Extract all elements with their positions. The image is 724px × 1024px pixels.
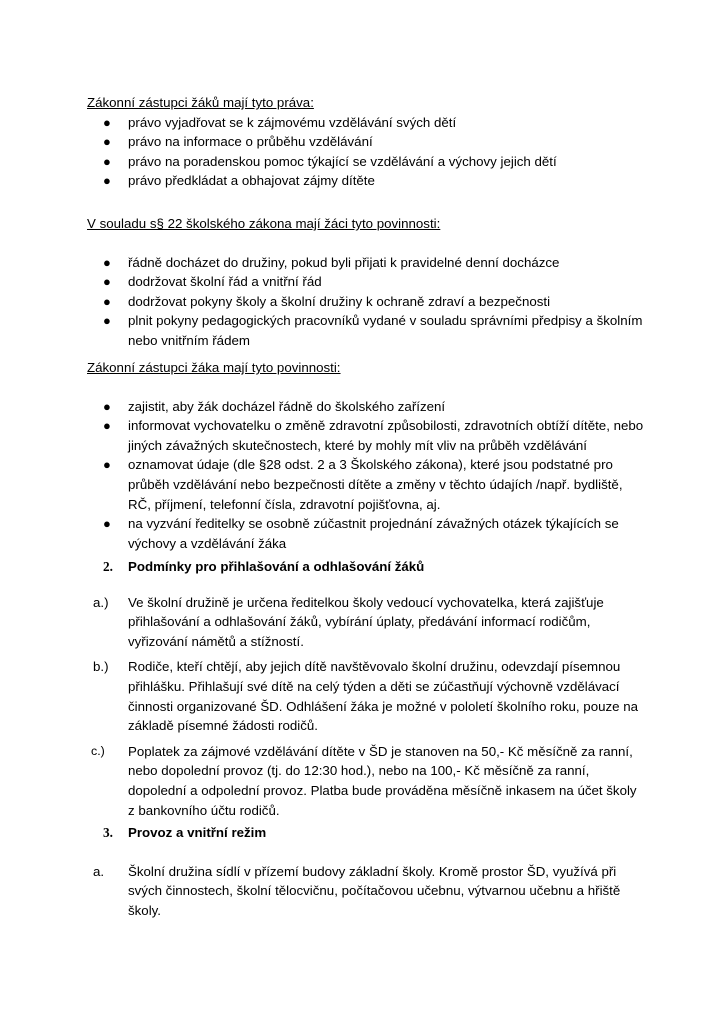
item-marker: a. bbox=[93, 863, 105, 879]
bullet-icon: ● bbox=[103, 114, 111, 130]
pupil-duties-list bbox=[87, 253, 644, 351]
section-2-list bbox=[87, 593, 644, 821]
list-item: ● plnit pokyny pedagogických pracovníků vydané v souladu správními předpisy a školním nebo vnitřním řádem bbox=[103, 313, 643, 348]
list-item: ● řádně docházet do družiny, pokud byli přijati k pravidelné denní docházce bbox=[87, 253, 644, 273]
list-item: a.) Ve školní družině je určena ředitelkou školy vedoucí vychovatelka, která zajišťuje přihlašování a odhlašování žáků, vybírání úplaty, předávání informací rodičům, vyřizování námětů a stížností. bbox=[93, 594, 604, 649]
list-item: ● na vyzvání ředitelky se osobně zúčastnit projednání závažných otázek týkajících se výchovy a vzdělávání žáka bbox=[103, 516, 619, 551]
bullet-icon: ● bbox=[103, 418, 111, 434]
list-item: b.) Rodiče, kteří chtějí, aby jejich dítě navštěvovalo školní družinu, odevzdají písemnou přihlášku. Přihlašují své dítě na celý týden a děti se zúčastňují výchovně vzdělávací činnosti organizované ŠD. Odhlášení žáka je možné v pololetí školního roku, pouze na základě písemné žádosti rodičů. bbox=[93, 659, 639, 734]
list-item: ● právo na poradenskou pomoc týkající se vzdělávání a výchovy jejich dětí bbox=[87, 152, 644, 172]
guardian-duties-list bbox=[87, 397, 644, 554]
section-2 bbox=[87, 557, 644, 826]
bullet-icon: ● bbox=[103, 274, 111, 290]
list-item: ● zajistit, aby žák docházel řádně do školského zařízení bbox=[87, 397, 644, 417]
list-item: ● informovat vychovatelku o změně zdravotní způsobilosti, zdravotních obtíží dítěte, nebo jiných závažných skutečnostech, které by mohly mít vliv na průběh vzdělávání bbox=[103, 418, 644, 453]
bullet-icon: ● bbox=[103, 313, 111, 329]
guardian-duties-section bbox=[87, 358, 644, 553]
bullet-icon: ● bbox=[103, 134, 111, 150]
section-2-title: 2. Podmínky pro přihlašování a odhlašování žáků bbox=[87, 557, 644, 577]
section-3 bbox=[87, 823, 644, 926]
list-item: ● dodržovat pokyny školy a školní družiny k ochraně zdraví a bezpečnosti bbox=[87, 292, 644, 312]
guardian-rights-list bbox=[87, 113, 644, 191]
list-item: ● právo na informace o průběhu vzdělávání bbox=[87, 132, 644, 152]
bullet-icon: ● bbox=[103, 457, 111, 473]
bullet-icon: ● bbox=[103, 293, 111, 309]
section-3-list bbox=[87, 862, 644, 921]
list-item: ● dodržovat školní řád a vnitřní řád bbox=[87, 272, 644, 292]
guardian-duties-heading: Zákonní zástupci žáka mají tyto povinnosti: bbox=[87, 360, 341, 375]
item-marker: a.) bbox=[93, 594, 109, 610]
item-marker: c.) bbox=[91, 743, 105, 758]
bullet-icon: ● bbox=[103, 398, 111, 414]
pupil-duties-heading: V souladu s§ 22 školského zákona mají žáci tyto povinnosti: bbox=[87, 216, 441, 231]
list-item: ● oznamovat údaje (dle §28 odst. 2 a 3 Školského zákona), které jsou podstatné pro průběh vzdělávání nebo bezpečnosti dítěte a změny v těchto údajích /např. bydliště, RČ, příjmení, telefonní čísla, zdravotní pojišťovna, aj. bbox=[103, 457, 623, 512]
bullet-icon: ● bbox=[103, 173, 111, 189]
item-marker: b.) bbox=[93, 659, 109, 675]
list-item: c.) Poplatek za zájmové vzdělávání dítěte v ŠD je stanoven na 50,- Kč měsíčně za ranní, nebo dopolední provoz (tj. do 12:30 hod.), nebo na 100,- Kč měsíčně za ranní, dopolední a odpolední provoz. Platba bude prováděna měsíčně inkasem na účet školy z bankovního účtu rodičů. bbox=[91, 743, 637, 818]
list-item: a. Školní družina sídlí v přízemí budovy základní školy. Kromě prostor ŠD, využívá při svých činnostech, školní tělocvičnu, počítačovou učebnu, výtvarnou učebnu a hřiště školy. bbox=[93, 863, 621, 918]
guardian-rights-section bbox=[87, 93, 644, 191]
bullet-icon: ● bbox=[103, 254, 111, 270]
section-number: 2. bbox=[103, 559, 113, 574]
pupil-duties-section bbox=[87, 214, 644, 351]
bullet-icon: ● bbox=[103, 153, 111, 169]
list-item: ● právo předkládat a obhajovat zájmy dítěte bbox=[87, 171, 644, 191]
section-3-title: 3. Provoz a vnitřní režim bbox=[87, 823, 644, 843]
bullet-icon: ● bbox=[103, 516, 111, 532]
section-number: 3. bbox=[103, 825, 113, 840]
list-item: ● právo vyjadřovat se k zájmovému vzdělávání svých dětí bbox=[87, 113, 644, 133]
guardian-rights-heading: Zákonní zástupci žáků mají tyto práva: bbox=[87, 95, 314, 110]
